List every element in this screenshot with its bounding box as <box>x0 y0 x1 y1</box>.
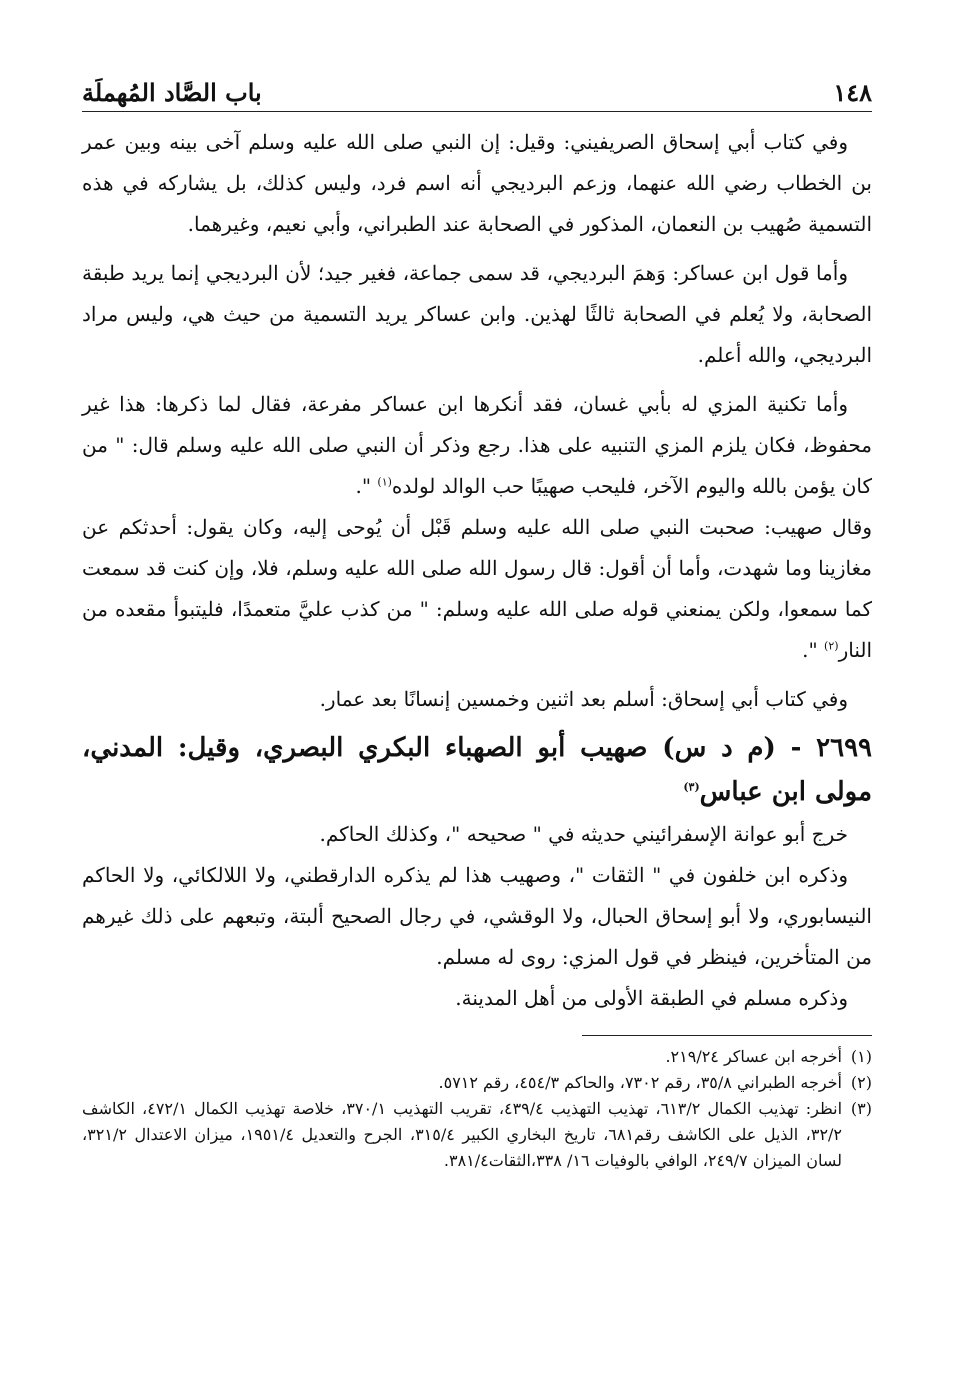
footnote <box>82 1070 872 1096</box>
paragraph-tail: ". <box>802 638 825 662</box>
entry-title: ٢٦٩٩ - (م د س) صهيب أبو الصهباء البكري البصري، وقيل: المدني، مولى ابن عباس <box>82 733 872 807</box>
running-title: باب الصَّاد المُهملَة <box>82 78 262 107</box>
footnote <box>82 1096 872 1174</box>
footnote-text: أخرجه ابن عساكر ٢١٩/٢٤. <box>665 1047 842 1066</box>
paragraph-text: وأما تكنية المزي له بأبي غسان، فقد أنكرها ابن عساكر مفرعة، فقال لما ذكرها: هذا غير محفوظ، فكان يلزم المزي التنبيه على هذا. رجع وذكر أن النبي صلى الله عليه وسلم قال: " من كان يؤمن بالله واليوم الآخر، فليحب صهيبًا حب الوالد لولده <box>82 392 872 498</box>
footnote-marker: (٣) <box>683 780 700 794</box>
footnote <box>82 1044 872 1070</box>
footnote-text: انظر: تهذيب الكمال ٦١٣/٢، تهذيب التهذيب ٤٣٩/٤، تقريب التهذيب ٣٧٠/١، خلاصة تهذيب الكمال ٤٧٢/١، الكاشف ٣٢/٢، الذيل على الكاشف رقم٦٨١، تاريخ البخاري الكبير ٣١٥/٤، الجرح والتعديل ١٩٥١/٤، ميزان الاعتدال ٣٢١/٢، لسان الميزان ٢٤٩/٧، الوافي بالوفيات ١٦/ ٣٣٨،الثقات٣٨١/٤. <box>82 1099 843 1170</box>
paragraph: وفي كتاب أبي إسحاق: أسلم بعد اثنين وخمسين إنسانًا بعد عمار. <box>319 687 848 711</box>
paragraph <box>82 507 872 671</box>
paragraph: وذكره ابن خلفون في " الثقات "، وصهيب هذا لم يذكره الدارقطني، ولا اللالكائي، ولا الحاكم النيسابوري، ولا أبو إسحاق الحبال، ولا الوقشي، في رجال الصحيح ألبتة، وتبعهم على ذلك غيرهم من المتأخرين، فينظر في قول المزي: روى له مسلم. <box>82 863 872 969</box>
book-page <box>82 60 872 1360</box>
page-number: ١٤٨ <box>833 78 872 107</box>
footnote-text: أخرجه الطبراني ٣٥/٨، رقم ٧٣٠٢، والحاكم ٤٥٤/٣، رقم ٥٧١٢. <box>438 1073 842 1092</box>
footnote-divider <box>582 1035 872 1036</box>
footnote-marker: (١) <box>377 475 392 489</box>
footnote-number: (٣) <box>850 1099 872 1118</box>
paragraph: وذكره مسلم في الطبقة الأولى من أهل المدينة. <box>455 986 848 1010</box>
footnotes <box>82 1044 872 1174</box>
footnote-marker: (٢) <box>824 639 839 653</box>
footnote-number: (١) <box>850 1047 872 1066</box>
paragraph-text: وقال صهيب: صحبت النبي صلى الله عليه وسلم قَبْل أن يُوحى إليه، وكان يقول: أحدثكم عن مغازينا وما شهدت، وأما أن أقول: قال رسول الله صلى الله عليه وسلم، فلا، وإن كنت قد سمعت كما سمعوا، ولكن يمنعني قوله صلى الله عليه وسلم: " من كذب عليَّ متعمدًا، فليتبوأ مقعده من النار <box>82 515 872 662</box>
page-header <box>82 60 872 112</box>
paragraph: خرج أبو عوانة الإسفرائيني حديثه في " صحيحه "، وكذلك الحاكم. <box>319 822 848 846</box>
paragraph-tail: ". <box>355 474 378 498</box>
paragraph: وأما قول ابن عساكر: وَهمَ البرديجي، قد سمى جماعة، فغير جيد؛ لأن البرديجي إنما يريد طبقة الصحابة، ولا يُعلم في الصحابة ثالثًا لهذين. وابن عساكر يريد التسمية من حيث هي، وليس مراد البرديجي، والله أعلم. <box>82 261 872 367</box>
entry-heading <box>82 726 872 814</box>
paragraph <box>82 384 872 507</box>
main-text <box>82 122 872 1019</box>
paragraph: وفي كتاب أبي إسحاق الصريفيني: وقيل: إن النبي صلى الله عليه وسلم آخى بينه وبين عمر بن الخطاب رضي الله عنهما، وزعم البرديجي أنه اسم فرد، وليس كذلك، بل يشاركه في هذه التسمية صُهيب بن النعمان، المذكور في الصحابة عند الطبراني، وأبي نعيم، وغيرهما. <box>82 130 872 236</box>
footnote-number: (٢) <box>850 1073 872 1092</box>
